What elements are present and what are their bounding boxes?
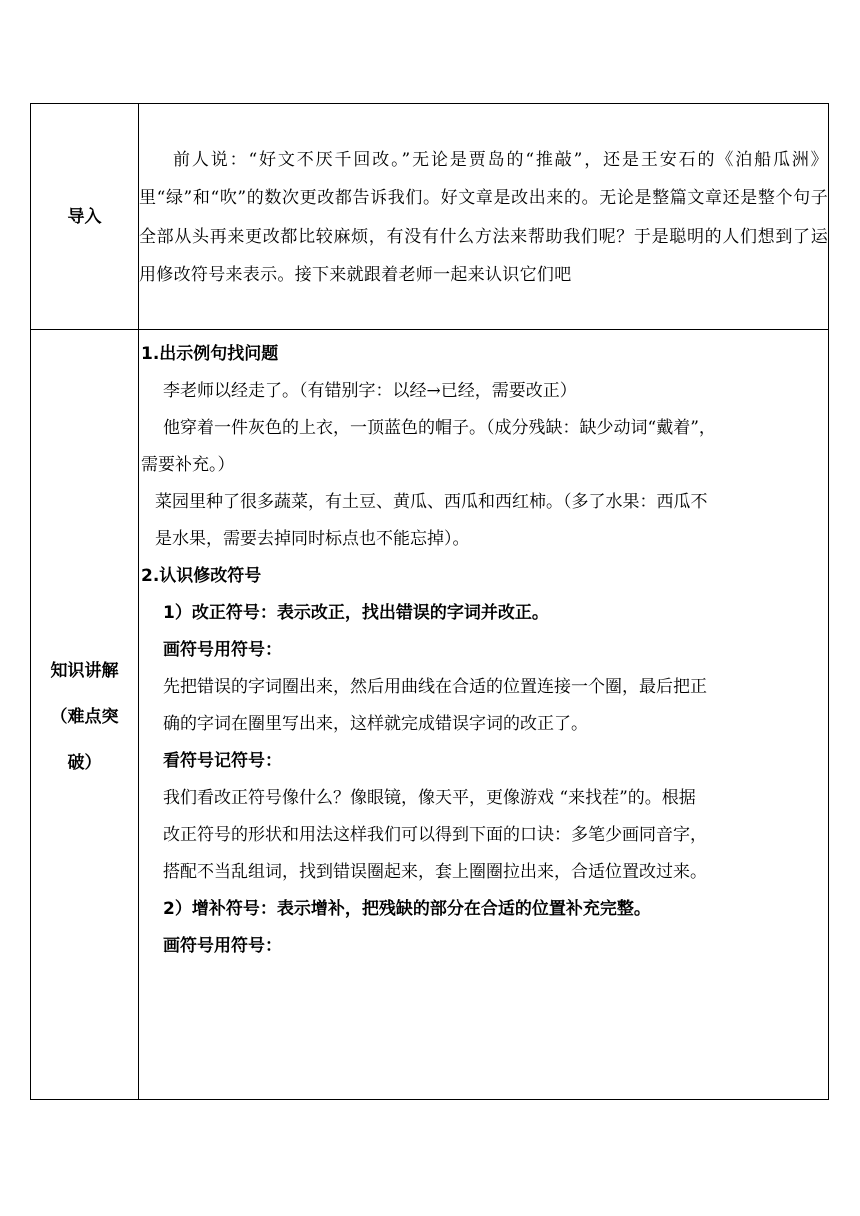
example-sentence-2-line-2: 需要补充。） (141, 455, 235, 475)
knowledge-label-line-3: 破） (67, 752, 102, 773)
example-sentence-2-line-1: 他穿着一件灰色的上衣，一顶蓝色的帽子。（成分残缺：缺少动词“戴着”， (163, 418, 716, 438)
correction-look-title: 看符号记符号： (163, 751, 282, 771)
correction-draw-text-2: 确的字词在圈里写出来，这样就完成错误字词的改正了。 (163, 714, 588, 734)
knowledge-content-cell (139, 330, 829, 1100)
intro-row (31, 104, 829, 330)
insertion-symbol-title: 2）增补符号：表示增补，把残缺的部分在合适的位置补充完整。 (163, 899, 651, 919)
correction-symbol-title: 1）改正符号：表示改正，找出错误的字词并改正。 (163, 603, 549, 623)
knowledge-label-line-1: 知识讲解 (50, 660, 119, 681)
example-sentence-3-line-2: 是水果，需要去掉同时标点也不能忘掉）。 (155, 529, 470, 549)
correction-draw-text-1: 先把错误的字词圈出来，然后用曲线在合适的位置连接一个圈，最后把正 (163, 677, 707, 697)
heading-example-sentences: 1.出示例句找问题 (141, 344, 279, 364)
heading-revision-symbols: 2.认识修改符号 (141, 566, 262, 586)
example-sentence-1: 李老师以经走了。（有错别字：以经→已经，需要改正） (163, 381, 577, 401)
knowledge-label-cell (31, 330, 139, 1100)
intro-label: 导入 (67, 206, 102, 227)
knowledge-label (31, 644, 138, 786)
insertion-draw-title: 画符号用符号： (163, 936, 282, 956)
example-sentence-3-line-1: 菜园里种了很多蔬菜，有土豆、黄瓜、西瓜和西红柿。（多了水果：西瓜不 (155, 492, 708, 512)
knowledge-label-line-2: （难点突 (50, 706, 119, 727)
intro-paragraph: 前人说：“好文不厌千回改。”无论是贾岛的“推敲”，还是王安石的《泊船瓜洲》里“绿”和“吹”的数次更改都告诉我们。好文章是改出来的。无论是整篇文章还是整个句子全部从头再来更改都比较麻烦，有没有什么方法来帮助我们呢？于是聪明的人们想到了运用修改符号来表示。接下来就跟着老师一起来认识它们吧 (139, 149, 828, 285)
intro-label-cell (31, 104, 139, 330)
intro-content-cell (139, 104, 829, 330)
correction-look-text-3: 搭配不当乱组词，找到错误圈起来，套上圈圈拉出来，合适位置改过来。 (163, 862, 707, 882)
lesson-table (30, 103, 829, 1100)
correction-look-text-1: 我们看改正符号像什么？像眼镜，像天平，更像游戏 “来找茬”的。根据 (163, 788, 696, 808)
knowledge-row (31, 330, 829, 1100)
correction-draw-title: 画符号用符号： (163, 640, 282, 660)
correction-look-text-2: 改正符号的形状和用法这样我们可以得到下面的口诀：多笔少画同音字， (163, 825, 707, 845)
